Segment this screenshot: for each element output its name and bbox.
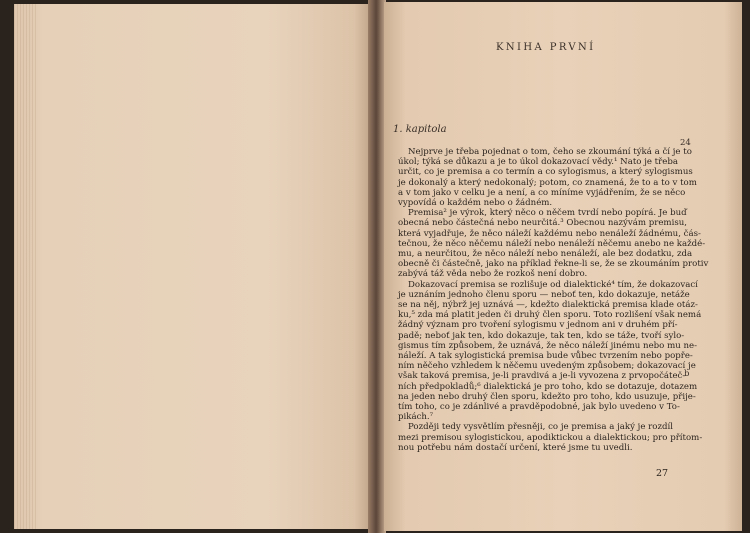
text-line: tečnou, že něco něčemu náleží nebo nenáleží něčemu anebo ne každé- <box>398 238 706 249</box>
text-line: Později tedy vysvětlím přesněji, co je premisa a jaký je rozdíl <box>408 422 673 433</box>
text-line: pikách.⁷ <box>398 412 434 423</box>
body-text <box>398 147 709 453</box>
text-line: je dokonalý a který nedokonalý; potom, co znamená, že to a to v tom <box>398 177 697 188</box>
text-line: která vyjadřuje, že něco náleží každému nebo nenáleží žádnému, čás- <box>398 228 701 239</box>
page-edges <box>14 4 36 529</box>
text-line: padě; neboť jak ten, kdo dokazuje, tak ten, kdo se táže, tvoří sylo- <box>398 330 685 341</box>
text-line: však taková premisa, je-li pravdivá a je-li vyvozena z prvopočáteč- <box>398 371 686 382</box>
text-line: Premisa² je výrok, který něco o něčem tvrdí nebo popírá. Je buď <box>408 208 687 219</box>
text-line: určit, co je premisa a co termín a co sylogismus, a který sylogismus <box>398 167 693 178</box>
running-head: KNIHA PRVNÍ <box>496 42 596 53</box>
text-line: obecná nebo částečná nebo neurčitá.³ Obecnou nazývám premisu, <box>398 218 688 229</box>
text-line: a v tom jako v celku je a není, a co míníme vyjádřením, že se něco <box>398 187 686 198</box>
text-line: na jeden nebo druhý člen sporu, kdežto pro toho, kdo usuzuje, přije- <box>398 391 696 402</box>
text-line: mezi premisou sylogistickou, apodiktickou a dialektickou; pro přítom- <box>398 432 703 443</box>
text-line: zabývá táž věda nebo že rozkoš není dobro. <box>398 269 588 280</box>
page-number: 27 <box>656 468 669 479</box>
text-line: nou potřebu nám dostačí určení, které jsme tu uvedli. <box>398 442 633 453</box>
text-line: vypovídá o každém nebo o žádném. <box>398 198 553 209</box>
text-line: gismus tím způsobem, že uznává, že něco náleží jinému nebo mu ne- <box>398 340 698 351</box>
text-line: náleží. A tak sylogistická premisa bude vůbec tvrzením nebo popře- <box>398 351 693 362</box>
text-line: žádný význam pro tvoření sylogismu v jednom ani v druhém pří- <box>398 320 678 331</box>
text-line: tím toho, co je zdánlivé a pravděpodobné, jak bylo uvedeno v To- <box>398 402 680 413</box>
text-line: mu, a neurčitou, že něco náleží nebo nenáleží, ale bez dodatku, zda <box>398 249 693 260</box>
text-line: Dokazovací premisa se rozlišuje od dialektické⁴ tím, že dokazovací <box>408 279 698 290</box>
text-line: ních předpokladů;⁶ dialektická je pro toho, kdo se dotazuje, dotazem <box>398 381 698 392</box>
text-line: Nejprve je třeba pojednat o tom, čeho se zkoumání týká a čí je to <box>408 147 692 157</box>
margin-reference-b: b <box>684 369 690 379</box>
margin-reference-24: 24 <box>680 138 691 148</box>
text-line: ku,⁵ zda má platit jeden či druhý člen sporu. Toto rozlišení však nemá <box>398 310 702 321</box>
text-line: úkol; týká se důkazu a je to úkol dokazovací vědy.¹ Nato je třeba <box>398 157 678 168</box>
left-page <box>14 4 376 529</box>
text-line: je uznáním jednoho členu sporu — neboť ten, kdo dokazuje, netáže <box>398 289 690 300</box>
text-line: ním něčeho vzhledem k něčemu uvedeným způsobem; dokazovací je <box>398 361 696 372</box>
text-line: se na něj, nýbrž jej uznává —, kdežto dialektická premisa klade otáz- <box>398 300 698 311</box>
chapter-heading: 1. kapitola <box>393 124 447 135</box>
text-line: obecně či částečně, jako na příklad řekne-li se, že se zkoumáním protiv <box>398 259 709 270</box>
